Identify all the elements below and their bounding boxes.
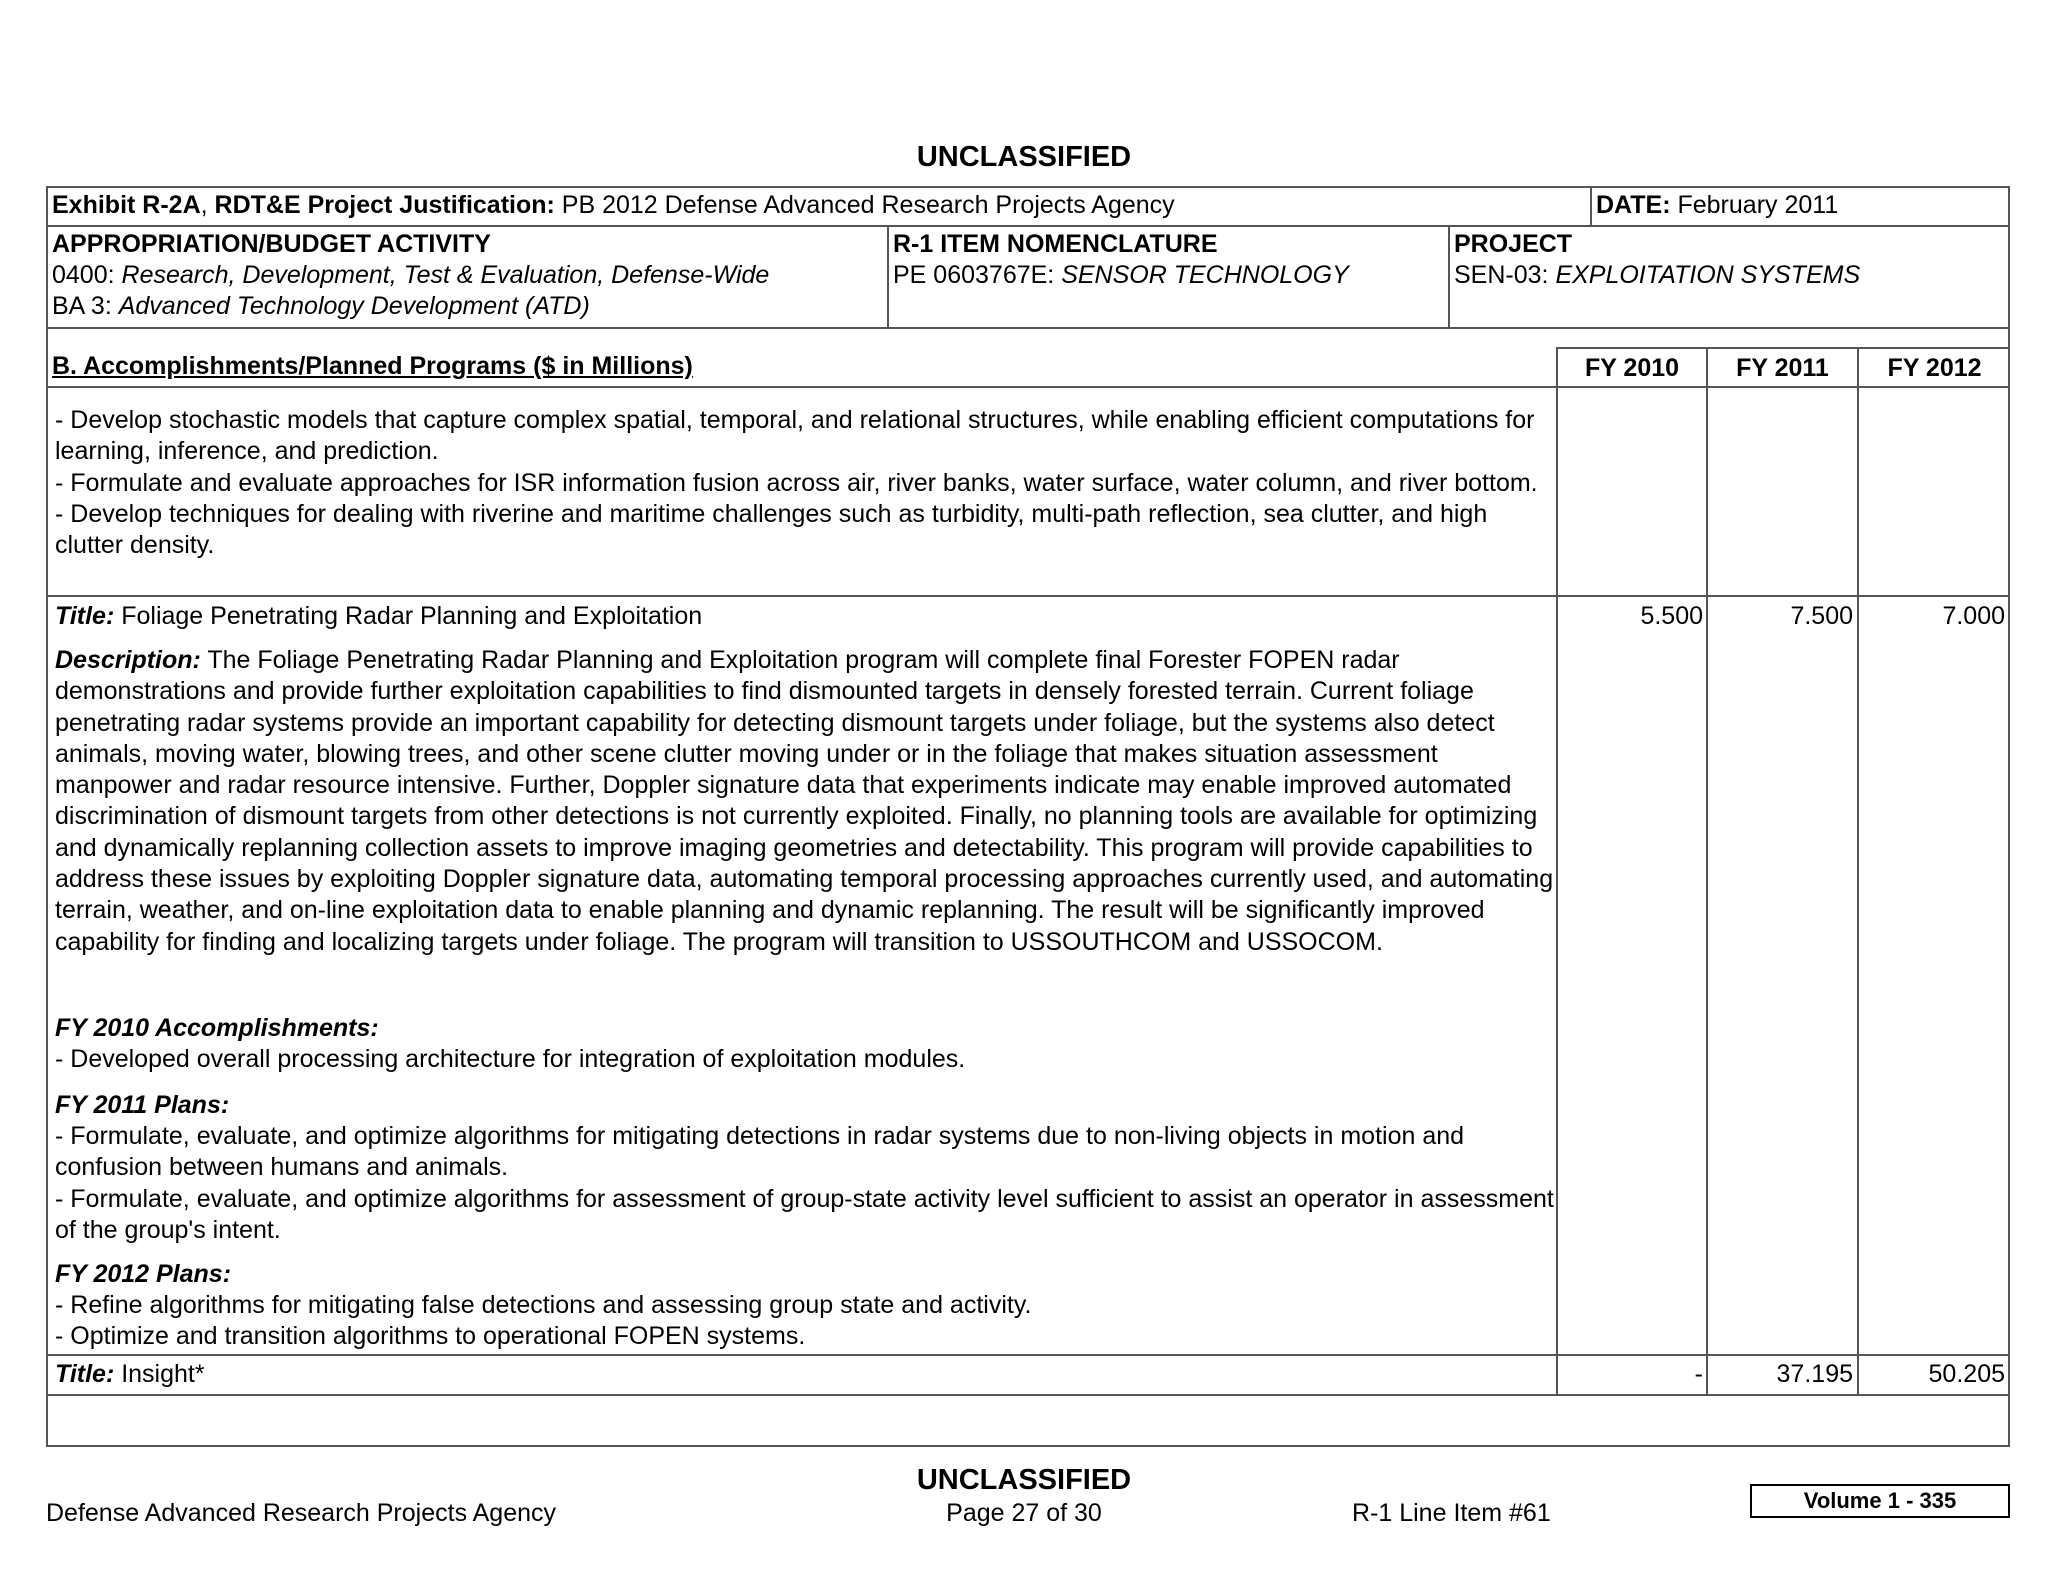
exhibit-type-label: RDT&E Project Justification: (214, 191, 555, 219)
fy2010-accomplishments-heading: FY 2010 Accomplishments: (55, 1014, 379, 1042)
exhibit-title (52, 190, 1175, 221)
divider (46, 1394, 2010, 1396)
project-value: EXPLOITATION SYSTEMS (1555, 261, 1861, 289)
date-label: DATE: (1596, 191, 1671, 219)
r1-item-value: SENSOR TECHNOLOGY (1061, 261, 1349, 289)
program-1-title-label: Title: (55, 602, 115, 630)
program-1-description (55, 645, 1560, 958)
appropriation-header: APPROPRIATION/BUDGET ACTIVITY (52, 230, 491, 258)
program-1-title (55, 601, 702, 632)
column-header-fy2012: FY 2012 (1887, 354, 1982, 382)
appropriation-line-1 (52, 260, 769, 291)
divider (46, 1354, 2010, 1356)
divider (1857, 347, 1859, 1395)
column-header-fy2011: FY 2011 (1736, 354, 1829, 382)
project-prefix: SEN-03: (1454, 261, 1556, 289)
r1-item-line (893, 260, 1349, 291)
classification-banner-bottom: UNCLASSIFIED (916, 1464, 1132, 1496)
appropriation-line-2 (52, 291, 590, 322)
program-1-fy2012-value: 7.000 (1942, 602, 2005, 630)
program-1-fy2011-value: 7.500 (1790, 602, 1853, 630)
divider (1706, 347, 1708, 1395)
divider (46, 225, 2010, 227)
project-line (1454, 260, 1860, 291)
project-header: PROJECT (1454, 230, 1573, 258)
footer-page-number: Page 27 of 30 (946, 1499, 1102, 1527)
divider (1448, 225, 1450, 328)
program-1-description-text: The Foliage Penetrating Radar Planning and Exploitation program will complete final Forester FOPEN radar demonstrations and provide further exploitation capabilities to find dismounted targets in densely forested terrain. Current foliage penetrating radar systems provide an important capability for detecting dismount targets under foliage, but the systems also detect animals, moving water, blowing trees, and other scene clutter moving under or in the foliage that makes situation assessment manpower and radar resource intensive. Further, Doppler signature data that experiments indicate may enable improved automated discrimination of dismount targets from other detections is not currently exploited. Finally, no planning tools are available for optimizing and dynamically replanning collection assets to improve imaging geometries and detectability. This program will provide capabilities to address these issues by exploiting Doppler signature data, automating temporal processing approaches currently used, and automating terrain, weather, and on-line exploitation data to enable planning and dynamic replanning. The result will be significantly improved capability for finding and localizing targets under foliage. The program will transition to USSOUTHCOM and USSOCOM. (55, 646, 1554, 956)
continued-plans-text: - Develop stochastic models that capture complex spatial, temporal, and relational structures, while enabling efficient computations for learning, inference, and prediction. - Formulate and evaluate approaches for ISR information fusion across air, river banks, water surface, water column, and river bottom. - Develop techniques for dealing with riverine and maritime challenges such as turbidity, multi-path reflection, sea clutter, and high clutter density. (55, 406, 1538, 560)
program-2-title (55, 1359, 205, 1390)
footer-volume-box: Volume 1 - 335 (1750, 1484, 2010, 1518)
program-2-fy2012-value: 50.205 (1928, 1360, 2005, 1388)
program-2-title-value: Insight* (114, 1360, 205, 1388)
program-2-title-label: Title: (55, 1360, 115, 1388)
column-header-fy2010: FY 2010 (1584, 354, 1680, 382)
classification-banner-top: UNCLASSIFIED (916, 141, 1132, 173)
fy2012-plans-heading: FY 2012 Plans: (55, 1260, 232, 1288)
fy2011-plans-text: - Formulate, evaluate, and optimize algorithms for mitigating detections in radar systems due to non-living objects in motion and confusion between humans and animals. - Formulate, evaluate, and optimize algorithms for assessment of group-state activity level sufficient to assist an operator in assessment of the group's intent. (55, 1122, 1554, 1244)
appropriation-line-2-prefix: BA 3: (52, 292, 119, 320)
exhibit-date (1596, 190, 1838, 221)
r1-item-prefix: PE 0603767E: (893, 261, 1062, 289)
program-1-description-label: Description: (55, 646, 201, 674)
fy2012-plans-text: - Refine algorithms for mitigating false detections and assessing group state and activity. - Optimize and transition algorithms to operational FOPEN systems. (55, 1291, 1032, 1351)
date-value: February 2011 (1670, 191, 1839, 219)
divider (887, 225, 889, 328)
program-1-title-value: Foliage Penetrating Radar Planning and Exploitation (114, 602, 703, 630)
program-1-fy2010-value: 5.500 (1640, 602, 1703, 630)
exhibit-label: Exhibit R-2A (52, 191, 201, 219)
appropriation-line-1-prefix: 0400: (52, 261, 122, 289)
divider (46, 386, 2010, 388)
exhibit-separator: , (200, 191, 215, 219)
divider (1556, 347, 2010, 349)
fy2010-accomplishments-text: - Developed overall processing architecture for integration of exploitation modules. (55, 1045, 966, 1073)
appropriation-line-2-value: Advanced Technology Development (ATD) (118, 292, 590, 320)
appropriation-line-1-value: Research, Development, Test & Evaluation, Defense-Wide (121, 261, 770, 289)
fy2011-plans-heading: FY 2011 Plans: (55, 1091, 230, 1119)
r1-item-header: R-1 ITEM NOMENCLATURE (893, 230, 1218, 258)
exhibit-type-value: PB 2012 Defense Advanced Research Projects Agency (554, 191, 1175, 219)
program-2-fy2010-value: - (1694, 1360, 1703, 1388)
footer-line-item: R-1 Line Item #61 (1352, 1499, 1551, 1527)
divider (46, 595, 2010, 597)
section-title: B. Accomplishments/Planned Programs ($ in Millions) (52, 352, 693, 380)
divider (46, 327, 2010, 329)
footer-agency: Defense Advanced Research Projects Agency (46, 1499, 557, 1527)
divider (1590, 186, 1592, 226)
program-2-fy2011-value: 37.195 (1776, 1360, 1853, 1388)
